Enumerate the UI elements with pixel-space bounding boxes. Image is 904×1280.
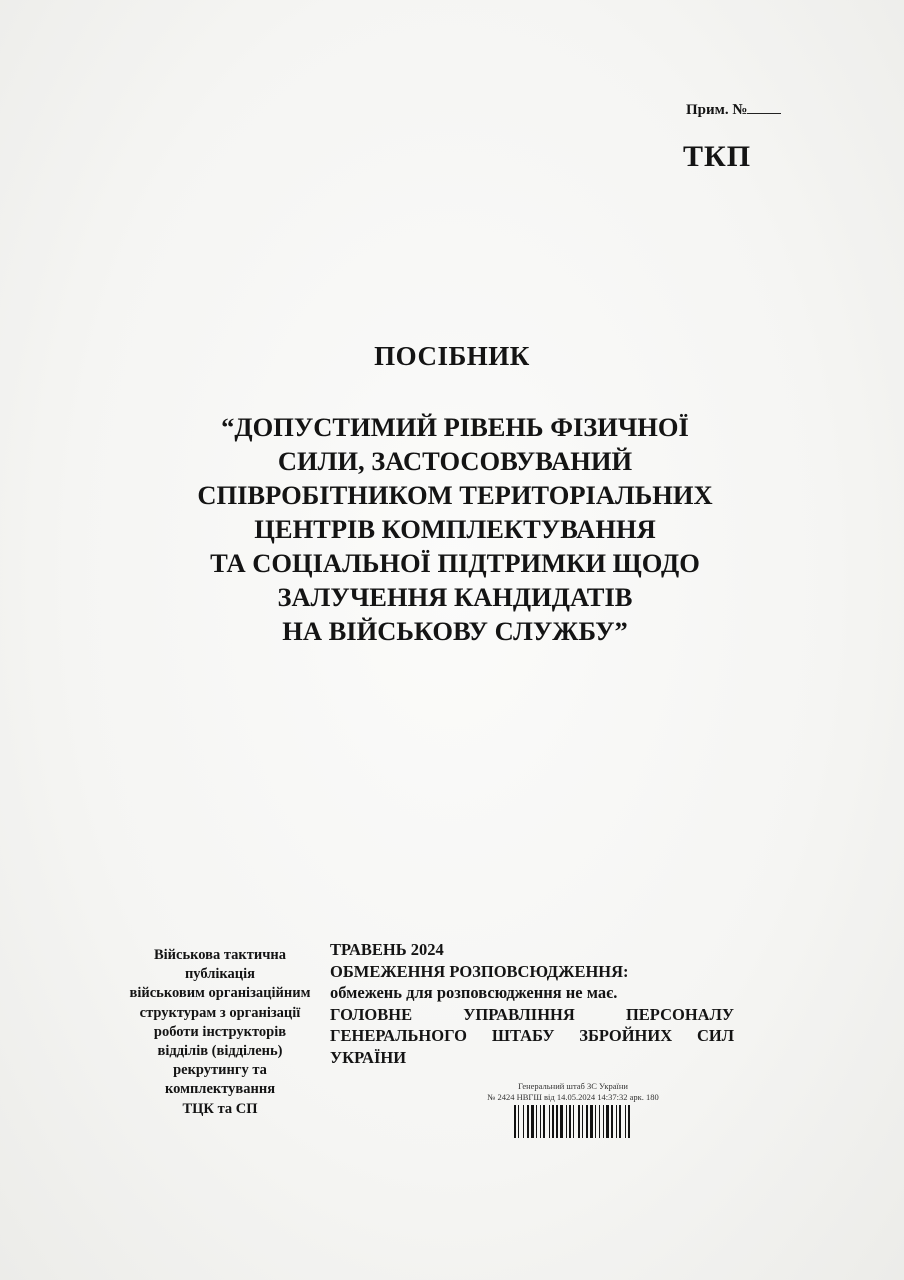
publication-info-line: військовим організаційним [129, 985, 311, 1002]
stamp-line: № 2424 НВГШ від 14.05.2024 14:37:32 арк. 180 [487, 1092, 659, 1102]
publication-info-line: публікація [184, 966, 256, 983]
barcode-bar [536, 1105, 537, 1138]
barcode-bar [569, 1105, 571, 1138]
authority-line: ГОЛОВНЕ УПРАВЛІННЯ ПЕРСОНАЛУ [330, 1004, 734, 1024]
authority-line: УКРАЇНИ [330, 1047, 407, 1067]
restriction-text: обмежень для розповсюдження не має. [330, 983, 618, 1002]
barcode-bar [523, 1105, 524, 1138]
barcode-bar [556, 1105, 558, 1138]
restriction-label: ОБМЕЖЕННЯ РОЗПОВСЮДЖЕННЯ: [330, 961, 629, 981]
title-line: СПІВРОБІТНИКОМ ТЕРИТОРІАЛЬНИХ [197, 480, 713, 510]
title-line: СИЛИ, ЗАСТОСОВУВАНИЙ [277, 446, 633, 476]
barcode [514, 1105, 664, 1138]
registration-stamp [458, 1081, 688, 1103]
barcode-bar [560, 1105, 563, 1138]
publication-info-line: ТЦК та СП [182, 1100, 258, 1117]
barcode-bar [582, 1105, 583, 1138]
barcode-bar [514, 1105, 516, 1138]
publication-info-line: Військова тактична [153, 947, 287, 963]
publication-info-line: відділів (відділень) [157, 1043, 283, 1060]
publication-info [100, 946, 340, 1119]
authority-line: ГЕНЕРАЛЬНОГО ШТАБУ ЗБРОЙНИХ СИЛ [330, 1026, 734, 1045]
barcode-bar [590, 1105, 593, 1138]
barcode-bar [616, 1105, 617, 1138]
barcode-bar [611, 1105, 613, 1138]
document-type: ПОСІБНИК [374, 341, 530, 371]
title-line: “ДОПУСТИМИЙ РІВЕНЬ ФІЗИЧНОЇ [221, 412, 689, 442]
document-title [150, 410, 760, 648]
publication-info-line: структурам з організації [139, 1004, 301, 1021]
barcode-bar [552, 1105, 554, 1138]
copy-number [686, 101, 781, 119]
barcode-bar [628, 1105, 630, 1138]
barcode-bar [527, 1105, 529, 1138]
stamp-line: Генеральний штаб ЗС України [518, 1081, 628, 1091]
barcode-bar [518, 1105, 519, 1138]
copy-number-blank [747, 101, 781, 114]
barcode-bar [573, 1105, 574, 1138]
barcode-bar [566, 1105, 567, 1138]
barcode-bar [586, 1105, 588, 1138]
barcode-bar [531, 1105, 534, 1138]
barcode-bar [625, 1105, 626, 1138]
copy-number-label: Прим. № [686, 102, 748, 118]
barcode-bar [549, 1105, 550, 1138]
title-line: ТА СОЦІАЛЬНОЇ ПІДТРИМКИ ЩОДО [210, 548, 700, 578]
release-info [330, 939, 742, 1068]
publication-info-line: комплектування [164, 1081, 276, 1098]
document-code: ТКП [683, 140, 752, 173]
title-line: ЗАЛУЧЕННЯ КАНДИДАТІВ [277, 582, 633, 612]
publication-info-line: роботи інструкторів [153, 1023, 287, 1040]
publication-info-line: рекрутингу та [173, 1062, 267, 1079]
barcode-bar [540, 1105, 541, 1138]
barcode-bar [599, 1105, 600, 1138]
barcode-bar [578, 1105, 580, 1138]
barcode-bar [543, 1105, 545, 1138]
title-line: ЦЕНТРІВ КОМПЛЕКТУВАННЯ [254, 514, 656, 544]
barcode-bar [619, 1105, 621, 1138]
release-date: ТРАВЕНЬ 2024 [330, 940, 444, 959]
barcode-bar [606, 1105, 609, 1138]
barcode-bar [595, 1105, 596, 1138]
title-line: НА ВІЙСЬКОВУ СЛУЖБУ” [282, 616, 628, 646]
barcode-bar [603, 1105, 604, 1138]
